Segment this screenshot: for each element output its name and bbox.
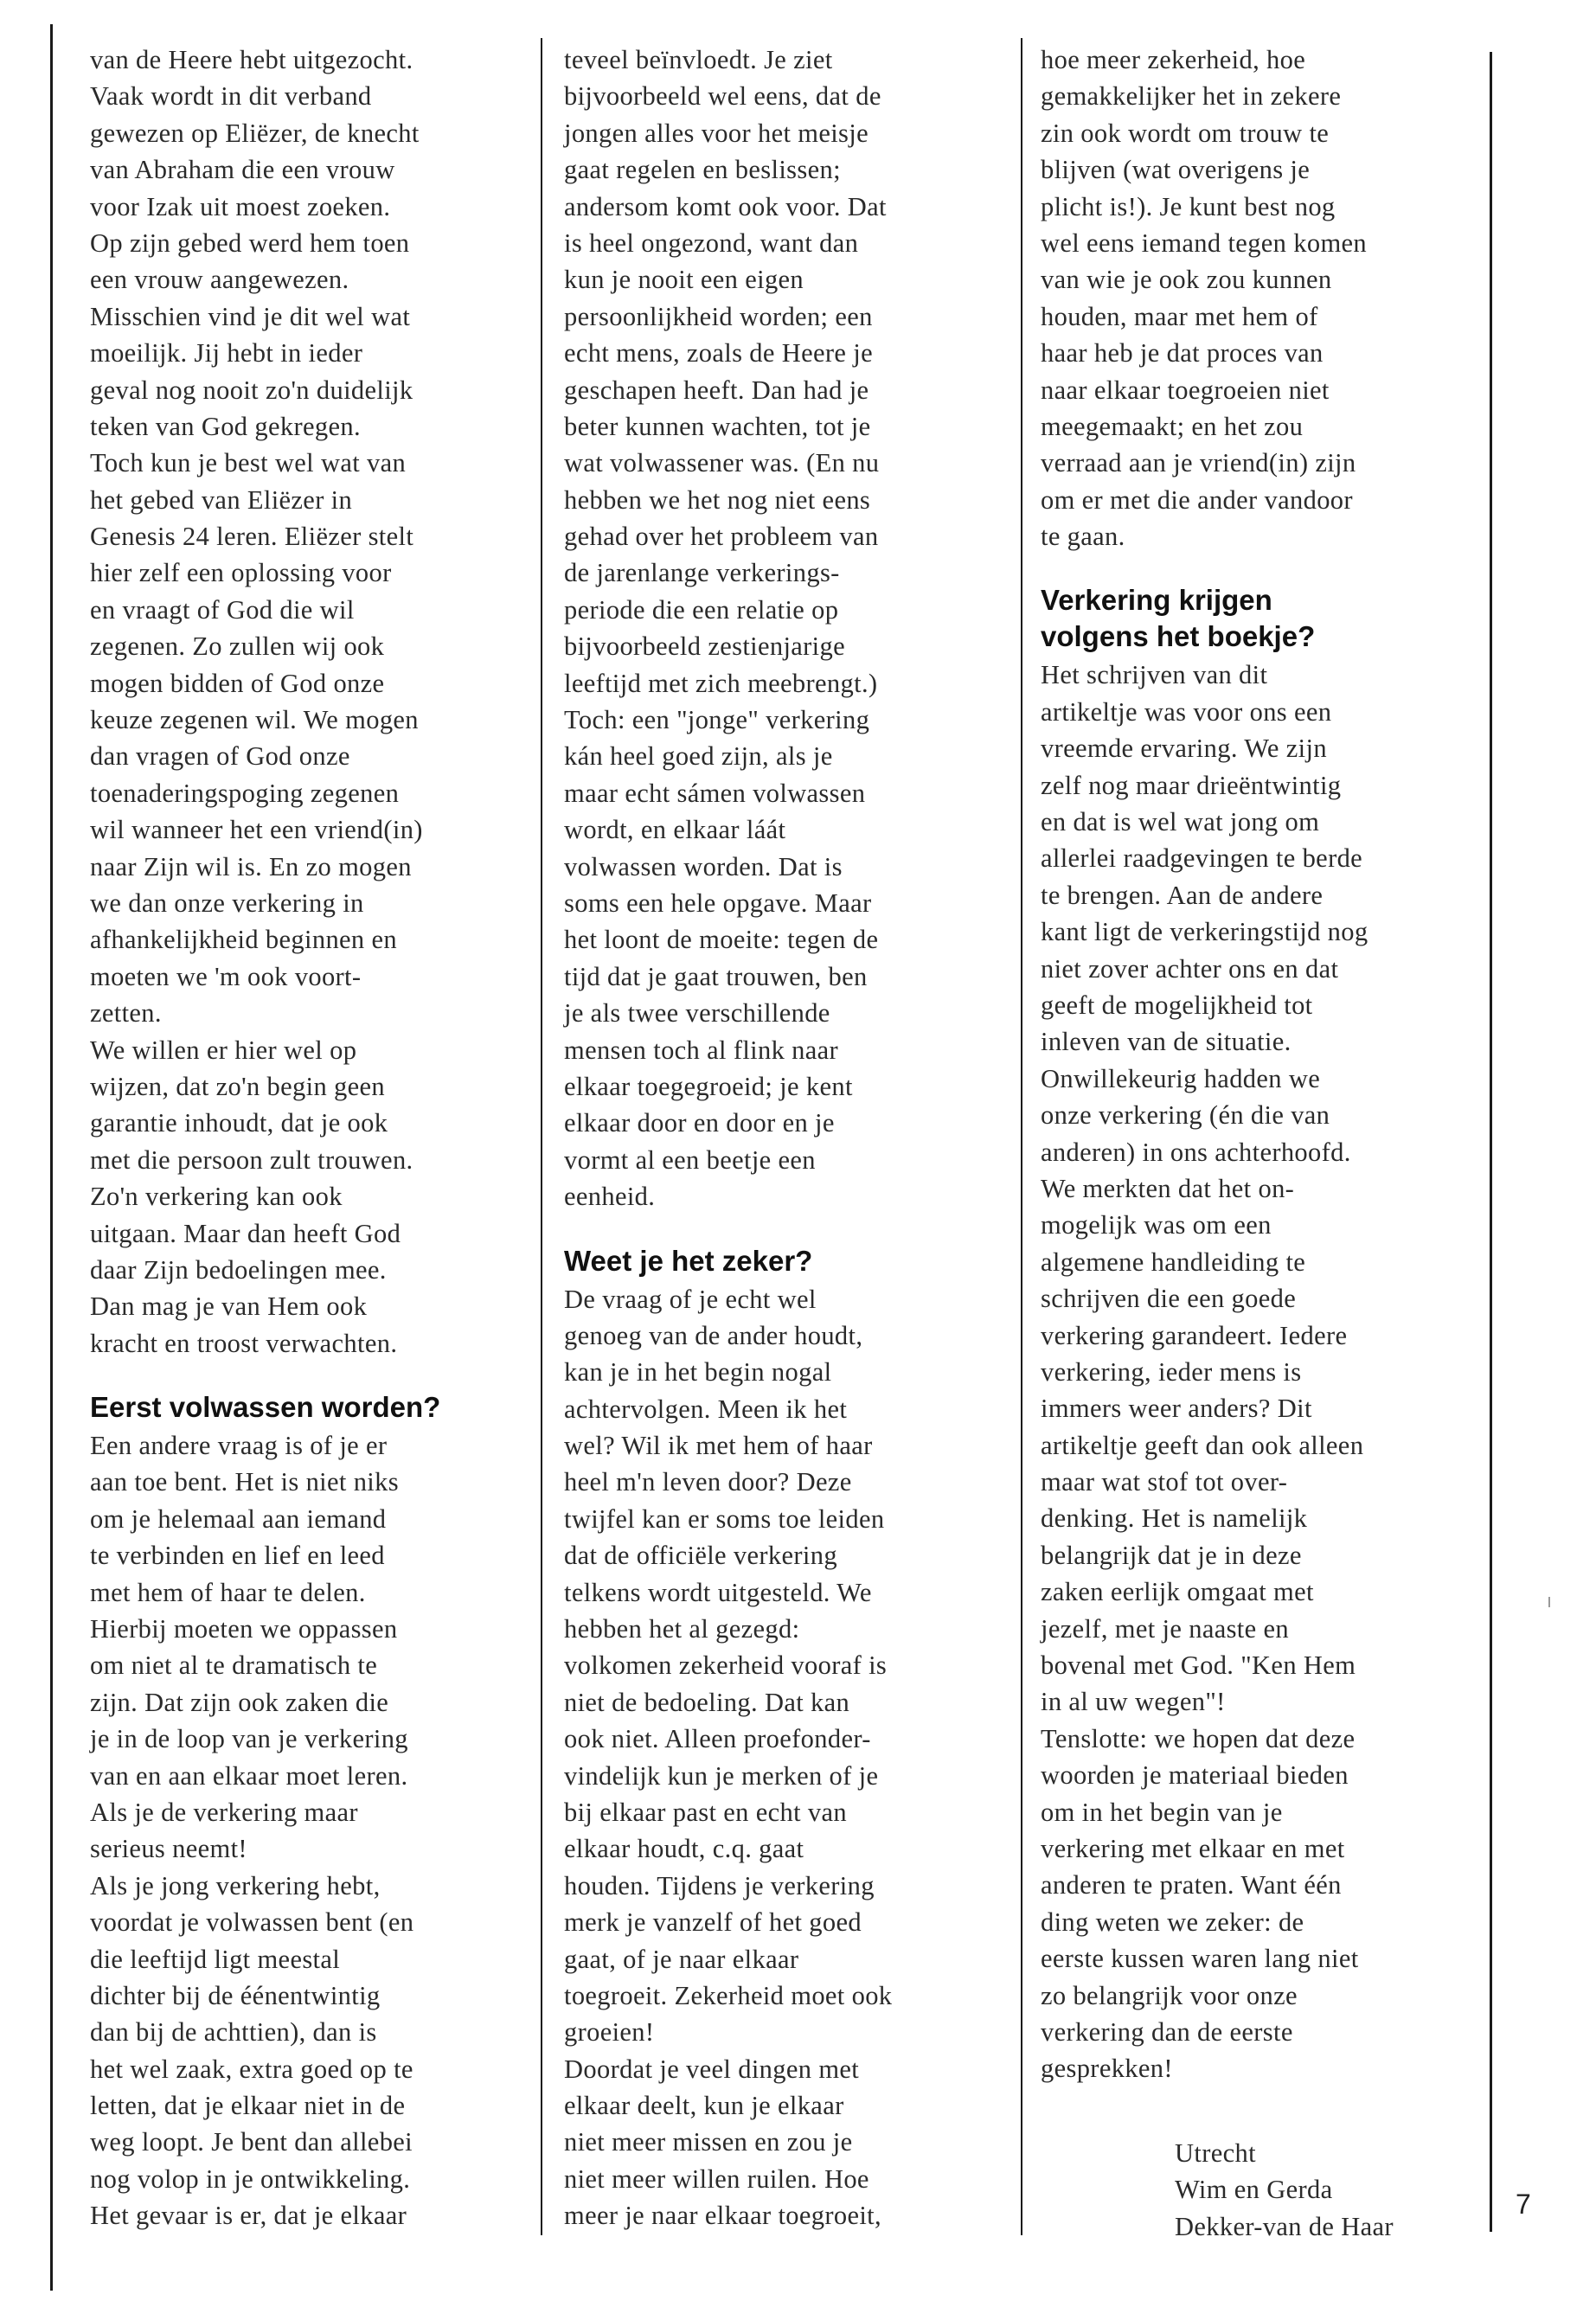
text-line: Als je de verkering maar <box>90 1797 358 1827</box>
text-line: van Abraham die een vrouw <box>90 155 395 185</box>
signature-city: Utrecht <box>1175 2138 1256 2168</box>
text-line: van wie je ook zou kunnen <box>1041 265 1332 295</box>
text-line: van de Heere hebt uitgezocht. <box>90 45 413 74</box>
section-heading <box>1041 582 1473 655</box>
text-line: dan vragen of God onze <box>90 741 350 772</box>
text-line: leeftijd met zich meebrengt.) <box>564 668 878 698</box>
text-line: haar heb je dat proces van <box>1041 338 1324 369</box>
text-line: je als twee verschillende <box>564 998 830 1029</box>
text-line: het gebed van Eliëzer in <box>90 484 353 515</box>
text-line: Tenslotte: we hopen dat deze <box>1041 1723 1356 1753</box>
text-line: naar Zijn wil is. En zo mogen <box>90 851 412 881</box>
text-line: Toch kun je best wel wat van <box>90 448 407 478</box>
text-line: toegroeit. Zekerheid moet ook <box>564 1980 893 2010</box>
text-line: wordt, en elkaar láát <box>564 815 786 845</box>
column-3 <box>1041 42 1473 2087</box>
page-number: 7 <box>1516 2189 1531 2220</box>
text-line: we dan onze verkering in <box>90 888 364 918</box>
text-line: niet de bedoeling. Dat kan <box>564 1687 850 1717</box>
text-line: De vraag of je echt wel <box>564 1284 817 1314</box>
text-line: niet zover achter ons en dat <box>1041 953 1339 984</box>
text-line: hier zelf een oplossing voor <box>90 558 392 588</box>
text-line: geeft de mogelijkheid tot <box>1041 990 1313 1020</box>
text-line: artikeltje was voor ons een <box>1041 696 1332 727</box>
text-line: Onwillekeurig hadden we <box>1041 1063 1321 1093</box>
stray-mark <box>1548 1597 1550 1607</box>
text-line: ook niet. Alleen proefonder- <box>564 1724 871 1754</box>
text-line: zelf nog maar drieëntwintig <box>1041 770 1342 800</box>
text-line: verraad aan je vriend(in) zijn <box>1041 448 1356 478</box>
spacer <box>564 1215 988 1240</box>
left-margin-rule <box>50 24 53 2291</box>
text-line: Dan mag je van Hem ook <box>90 1292 368 1322</box>
text-line: bijvoorbeeld zestienjarige <box>564 631 845 662</box>
text-line: denking. Het is namelijk <box>1041 1503 1308 1534</box>
text-line: letten, dat je elkaar niet in de <box>90 2091 406 2121</box>
text-line: daar Zijn bedoelingen mee. <box>90 1254 387 1285</box>
text-line: Het schrijven van dit <box>1041 660 1268 690</box>
text-line: voor Izak uit moest zoeken. <box>90 191 391 221</box>
column-divider-1 <box>541 38 542 2235</box>
section-heading: Weet je het zeker? <box>564 1244 813 1277</box>
text-line: te verbinden en lief en leed <box>90 1541 385 1571</box>
text-line: zo belangrijk voor onze <box>1041 1980 1298 2010</box>
text-line: maar echt sámen volwassen <box>564 778 866 808</box>
text-line: woorden je materiaal bieden <box>1041 1760 1349 1791</box>
text-line: met die persoon zult trouwen. <box>90 1144 413 1175</box>
signature <box>1175 2135 1394 2245</box>
text-line: vindelijk kun je merken of je <box>564 1760 879 1791</box>
text-line: Hierbij moeten we oppassen <box>90 1614 398 1644</box>
text-line: persoonlijkheid worden; een <box>564 301 873 331</box>
text-line: Op zijn gebed werd hem toen <box>90 228 410 258</box>
text-line: uitgaan. Maar dan heeft God <box>90 1218 401 1248</box>
text-line: Een andere vraag is of je er <box>90 1431 388 1461</box>
text-line: dichter bij de éénentwintig <box>90 1980 381 2010</box>
text-line: gewezen op Eliëzer, de knecht <box>90 118 420 148</box>
text-line: met hem of haar te delen. <box>90 1577 366 1607</box>
text-line: onze verkering (én die van <box>1041 1100 1330 1131</box>
text-line: het wel zaak, extra goed op te <box>90 2054 413 2084</box>
spacer <box>90 1362 514 1386</box>
text-line: anderen te praten. Want één <box>1041 1870 1342 1900</box>
text-line: anderen) in ons achterhoofd. <box>1041 1137 1351 1167</box>
text-line: nog volop in je ontwikkeling. <box>90 2163 411 2194</box>
text-line: volwassen worden. Dat is <box>564 851 843 881</box>
text-line: is heel ongezond, want dan <box>564 228 859 258</box>
text-line: keuze zegenen wil. We mogen <box>90 705 419 735</box>
text-line: Vaak wordt in dit verband <box>90 81 372 112</box>
text-line: bovenal met God. "Ken Hem <box>1041 1650 1356 1681</box>
text-line: bij elkaar past en echt van <box>564 1797 848 1827</box>
text-line: bijvoorbeeld wel eens, dat de <box>564 81 881 112</box>
text-line: naar elkaar toegroeien niet <box>1041 375 1330 405</box>
text-line: te brengen. Aan de andere <box>1041 880 1324 910</box>
text-line: eerste kussen waren lang niet <box>1041 1944 1359 1974</box>
text-line: tijd dat je gaat trouwen, ben <box>564 961 868 991</box>
text-line: toenaderingspoging zegenen <box>90 778 400 808</box>
text-line: kant ligt de verkeringstijd nog <box>1041 917 1368 947</box>
text-line: andersom komt ook voor. Dat <box>564 191 887 221</box>
text-line: jongen alles voor het meisje <box>564 118 869 148</box>
text-line: teken van God gekregen. <box>90 411 361 441</box>
text-line: hebben we het nog niet eens <box>564 484 871 515</box>
column-1 <box>90 42 514 2234</box>
text-line: beter kunnen wachten, tot je <box>564 411 871 441</box>
text-line: schrijven die een goede <box>1041 1284 1297 1314</box>
text-line: gehad over het probleem van <box>564 522 879 552</box>
text-line: om in het begin van je <box>1041 1797 1283 1827</box>
text-line: weg loopt. Je bent dan allebei <box>90 2127 413 2157</box>
text-line: dat de officiële verkering <box>564 1541 837 1571</box>
text-line: in al uw wegen"! <box>1041 1687 1226 1717</box>
text-line: meegemaakt; en het zou <box>1041 411 1304 441</box>
text-line: een vrouw aangewezen. <box>90 265 349 295</box>
text-line: teveel beïnvloedt. Je ziet <box>564 45 833 74</box>
text-line: garantie inhoudt, dat je ook <box>90 1108 388 1138</box>
text-line: Misschien vind je dit wel wat <box>90 301 411 331</box>
text-line: achtervolgen. Meen ik het <box>564 1394 848 1424</box>
text-line: om je helemaal aan iemand <box>90 1503 387 1534</box>
text-line: kán heel goed zijn, als je <box>564 741 833 772</box>
text-line: Doordat je veel dingen met <box>564 2054 860 2084</box>
section-heading-line: Verkering krijgen <box>1041 584 1272 617</box>
text-line: We willen er hier wel op <box>90 1035 357 1065</box>
text-line: merk je vanzelf of het goed <box>564 1907 862 1938</box>
text-line: Zo'n verkering kan ook <box>90 1182 343 1212</box>
text-line: Genesis 24 leren. Eliëzer stelt <box>90 522 414 552</box>
text-line: artikeltje geeft dan ook alleen <box>1041 1430 1364 1460</box>
text-line: ding weten we zeker: de <box>1041 1907 1304 1937</box>
text-line: het loont de moeite: tegen de <box>564 925 879 955</box>
text-line: Het gevaar is er, dat je elkaar <box>90 2201 407 2231</box>
text-line: geschapen heeft. Dan had je <box>564 375 869 405</box>
text-line: meer je naar elkaar toegroeit, <box>564 2201 881 2231</box>
text-line: genoeg van de ander houdt, <box>564 1320 863 1350</box>
text-line: niet meer missen en zou je <box>564 2127 853 2157</box>
text-line: geval nog nooit zo'n duidelijk <box>90 375 413 405</box>
text-line: om niet al te dramatisch te <box>90 1650 378 1681</box>
text-line: vreemde ervaring. We zijn <box>1041 734 1327 764</box>
text-line: gesprekken! <box>1041 2054 1173 2084</box>
text-line: echt mens, zoals de Heere je <box>564 338 873 369</box>
text-line: zin ook wordt om trouw te <box>1041 118 1330 148</box>
text-line: hebben het al gezegd: <box>564 1614 800 1644</box>
section-heading-line: volgens het boekje? <box>1041 620 1316 653</box>
text-line: inleven van de situatie. <box>1041 1027 1292 1057</box>
text-line: periode die een relatie op <box>564 594 839 625</box>
text-line: Als je jong verkering hebt, <box>90 1870 381 1900</box>
column-divider-2 <box>1021 38 1022 2235</box>
text-line: immers weer anders? Dit <box>1041 1394 1312 1424</box>
text-line: jezelf, met je naaste en <box>1041 1613 1289 1644</box>
text-line: gaat regelen en beslissen; <box>564 155 841 185</box>
text-line: wat volwassener was. (En nu <box>564 448 880 478</box>
signature-surname: Dekker-van de Haar <box>1175 2211 1394 2241</box>
right-margin-rule <box>1490 52 1492 2232</box>
text-line: houden, maar met hem of <box>1041 301 1318 331</box>
text-line: de jarenlange verkerings- <box>564 558 840 588</box>
text-line: zijn. Dat zijn ook zaken die <box>90 1687 389 1717</box>
text-line: niet meer willen ruilen. Hoe <box>564 2163 869 2194</box>
signature-names: Wim en Gerda <box>1175 2175 1333 2205</box>
text-line: volkomen zekerheid vooraf is <box>564 1650 888 1681</box>
text-line: blijven (wat overigens je <box>1041 155 1311 185</box>
text-line: moeten we 'm ook voort- <box>90 961 362 991</box>
text-line: verkering met elkaar en met <box>1041 1833 1345 1863</box>
text-line: maar wat stof tot over- <box>1041 1467 1288 1497</box>
text-line: gaat, of je naar elkaar <box>564 1944 799 1974</box>
text-line: kan je in het begin nogal <box>564 1357 832 1388</box>
text-line: elkaar door en door en je <box>564 1108 835 1138</box>
text-line: wel eens iemand tegen komen <box>1041 228 1368 258</box>
text-line: soms een hele opgave. Maar <box>564 888 872 918</box>
text-line: en vraagt of God die wil <box>90 594 355 625</box>
text-line: kracht en troost verwachten. <box>90 1328 398 1358</box>
text-line: groeien! <box>564 2017 655 2048</box>
text-line: kun je nooit een eigen <box>564 265 804 295</box>
text-line: serieus neemt! <box>90 1834 247 1864</box>
spacer <box>1041 554 1473 579</box>
text-line: verkering garandeert. Iedere <box>1041 1320 1348 1350</box>
text-line: zetten. <box>90 998 162 1029</box>
text-line: elkaar toegegroeid; je kent <box>564 1071 853 1101</box>
text-line: vormt al een beetje een <box>564 1144 816 1175</box>
text-line: hoe meer zekerheid, hoe <box>1041 45 1306 74</box>
section-heading: Eerst volwassen worden? <box>90 1391 441 1424</box>
text-line: algemene handleiding te <box>1041 1247 1306 1277</box>
text-line: aan toe bent. Het is niet niks <box>90 1467 399 1497</box>
text-line: wel? Wil ik met hem of haar <box>564 1431 873 1461</box>
text-line: belangrijk dat je in deze <box>1041 1540 1302 1570</box>
text-line: Toch: een "jonge" verkering <box>564 705 870 735</box>
text-line: zaken eerlijk omgaat met <box>1041 1577 1314 1607</box>
text-line: allerlei raadgevingen te berde <box>1041 843 1363 874</box>
text-line: moeilijk. Jij hebt in ieder <box>90 338 363 369</box>
text-line: elkaar houdt, c.q. gaat <box>564 1834 804 1864</box>
text-line: wijzen, dat zo'n begin geen <box>90 1071 386 1101</box>
text-line: heel m'n leven door? Deze <box>564 1467 852 1497</box>
text-line: mogelijk was om een <box>1041 1210 1272 1240</box>
text-line: verkering, ieder mens is <box>1041 1356 1302 1387</box>
text-line: voordat je volwassen bent (en <box>90 1907 414 1938</box>
text-line: dan bij de achttien), dan is <box>90 2017 377 2048</box>
text-line: van en aan elkaar moet leren. <box>90 1760 408 1791</box>
text-line: eenheid. <box>564 1182 656 1212</box>
text-line: gemakkelijker het in zekere <box>1041 81 1342 112</box>
text-line: die leeftijd ligt meestal <box>90 1944 341 1974</box>
text-line: elkaar deelt, kun je elkaar <box>564 2091 844 2121</box>
text-line: zegenen. Zo zullen wij ook <box>90 631 385 662</box>
text-line: We merkten dat het on- <box>1041 1173 1295 1203</box>
column-2 <box>564 42 988 2234</box>
text-line: mogen bidden of God onze <box>90 668 385 698</box>
text-line: wil wanneer het een vriend(in) <box>90 815 423 845</box>
text-line: mensen toch al flink naar <box>564 1035 839 1065</box>
text-line: je in de loop van je verkering <box>90 1724 408 1754</box>
text-line: om er met die ander vandoor <box>1041 484 1353 515</box>
text-line: afhankelijkheid beginnen en <box>90 925 397 955</box>
text-line: twijfel kan er soms toe leiden <box>564 1503 885 1534</box>
text-line: telkens wordt uitgesteld. We <box>564 1577 872 1607</box>
text-line: plicht is!). Je kunt best nog <box>1041 191 1336 221</box>
text-line: en dat is wel wat jong om <box>1041 807 1320 837</box>
text-line: verkering dan de eerste <box>1041 2016 1293 2047</box>
text-line: te gaan. <box>1041 522 1125 552</box>
text-line: houden. Tijdens je verkering <box>564 1870 875 1900</box>
